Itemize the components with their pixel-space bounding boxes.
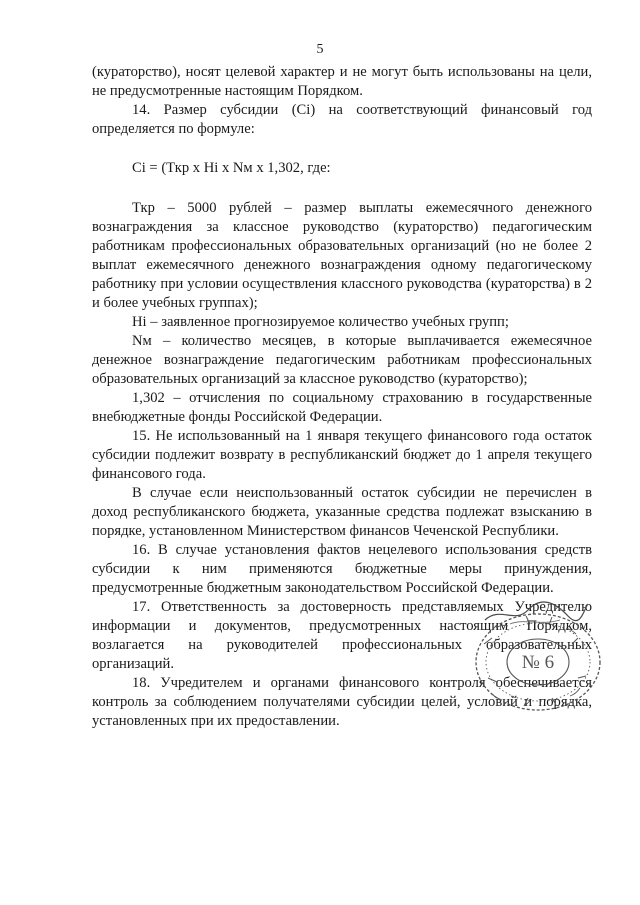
seal-number-text: № 6 [521, 652, 555, 673]
paragraph-15-continued: В случае если неиспользованный остаток субсидии не перечислен в доход республиканского бюджета, указанные средства подлежат взысканию в порядке, установленном Министерством финансов Чеченской Республики. [92, 485, 592, 539]
paragraph-17: 17. Ответственность за достоверность представляемых Учредителю информации и документов, предусмотренных настоящим Порядком, возлагается на руководителей профессиональных образовательных организаций. [92, 599, 592, 672]
paragraph-tkr-definition: Ткр – 5000 рублей – размер выплаты ежемесячного денежного вознаграждения за классное руководство (кураторство) педагогическим работникам профессиональных образовательных организаций (но не более 2 выплат ежемесячного денежного вознаграждения одному педагогическому работнику при условии осуществления классного руководства (кураторства) в 2 и более учебных группах); [92, 200, 592, 311]
paragraph-hi-definition: Hi – заявленное прогнозируемое количество учебных групп; [132, 314, 509, 330]
paragraph-continuation: (кураторство), носят целевой характер и не могут быть использованы на цели, не предусмотренные настоящим Порядком. [92, 64, 592, 99]
paragraph-nm-definition: Nм – количество месяцев, в которые выплачивается ежемесячное денежное вознаграждение педагогическим работникам профессиональных образовательных организаций за классное руководство (кураторство); [92, 333, 592, 387]
official-seal [466, 608, 606, 712]
paragraph-14: 14. Размер субсидии (Ci) на соответствующий финансовый год определяется по формуле: [92, 102, 592, 137]
paragraph-18: 18. Учредителем и органами финансового контроля обеспечивается контроль за соблюдением получателями субсидии целей, условий и порядка, установленных при их предоставлении. [92, 675, 592, 729]
paragraph-15: 15. Не использованный на 1 января текущего финансового года остаток субсидии подлежит возврату в республиканский бюджет до 1 апреля текущего финансового года. [92, 428, 592, 482]
subsidy-formula: Ci = (Ткр x Hi x Nм x 1,302, где: [132, 160, 331, 176]
paragraph-coefficient-definition: 1,302 – отчисления по социальному страхованию в государственные внебюджетные фонды Российской Федерации. [92, 390, 592, 425]
paragraph-16: 16. В случае установления фактов нецелевого использования средств субсидии к ним применяются бюджетные меры принуждения, предусмотренные бюджетным законодательством Российской Федерации. [92, 542, 592, 596]
page-number: 5 [316, 42, 324, 57]
